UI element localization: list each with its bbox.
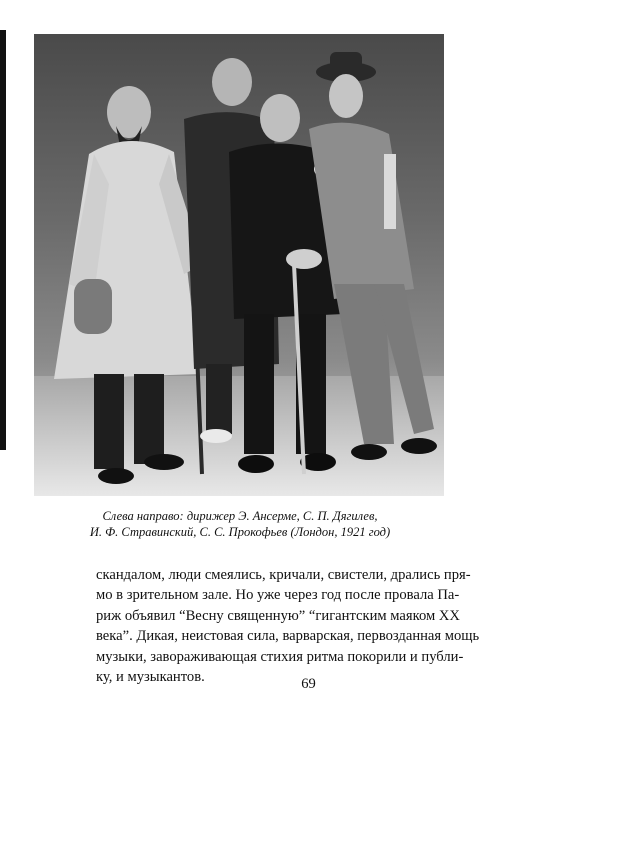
body-line-5: музыки, завораживающая стихия ритма покорили и публи-	[96, 648, 464, 665]
page-edge-bar	[0, 30, 6, 450]
figure-ansermet	[54, 86, 204, 484]
caption-line-1: Слева направо: дирижер Э. Ансерме, С. П. Дягилев,	[102, 509, 378, 523]
body-line-4: века”. Дикая, неистовая сила, варварская, первозданная мощь	[96, 628, 480, 645]
body-line-2: мо в зрительном зале. Но уже через год после провала Па-	[96, 587, 460, 604]
group-portrait-photo	[34, 34, 444, 496]
body-line-3: риж объявил “Весну священную” “гигантским маяком XX	[96, 607, 460, 624]
figures-silhouette	[34, 34, 444, 496]
figure-prokofiev	[309, 52, 437, 460]
body-paragraph	[96, 565, 480, 687]
body-line-6: ку, и музыкантов.	[96, 669, 205, 686]
page-number: 69	[301, 676, 316, 692]
caption-line-2: И. Ф. Стравинский, С. С. Прокофьев (Лондон, 1921 год)	[89, 525, 391, 539]
body-line-1: скандалом, люди смеялись, кричали, свистели, дрались пря-	[96, 567, 471, 583]
photo-caption	[60, 508, 420, 540]
